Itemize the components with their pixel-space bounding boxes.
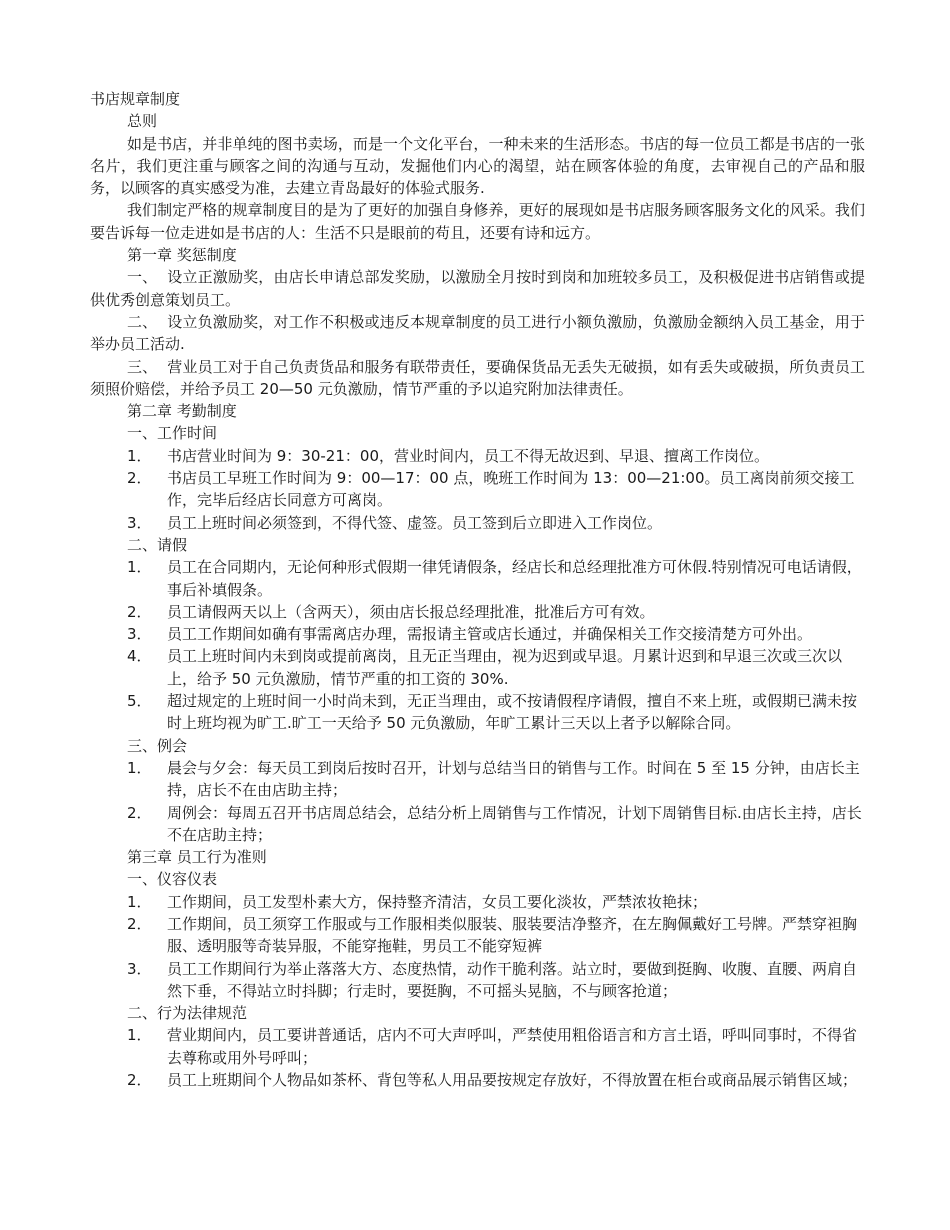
ch1-item-1: 一、 设立正激励奖，由店长申请总部发奖励，以激励全月按时到岗和加班较多员工，及积极促进书店销售或提供优秀创意策划员工。	[90, 268, 865, 309]
document-title: 书店规章制度	[90, 90, 181, 108]
ch3-section-1-heading: 一、仪容仪表	[127, 870, 218, 889]
list-item: 1． 书店营业时间为 9：30-21：00，营业时间内，员工不得无故迟到、早退、擅离工作岗位。	[127, 446, 769, 465]
list-item: 2． 员工上班期间个人物品如茶杯、背包等私人用品要按规定存放好，不得放置在柜台或商品展示销售区域；	[127, 1071, 858, 1090]
list-item: 3． 员工工作期间如确有事需离店办理，需报请主管或店长通过，并确保相关工作交接清楚方可外出。	[127, 625, 813, 644]
ch2-section-2-heading: 二、请假	[127, 535, 188, 554]
list-item: 1． 工作期间，员工发型朴素大方，保持整齐清洁，女员工要化淡妆，严禁浓妆艳抹；	[127, 892, 708, 911]
list-item: 5． 超过规定的上班时间一小时尚未到，无正当理由，或不按请假程序请假，擅自不来上班，或假期已满未按时上班均视为旷工.旷工一天给予 50 元负激励，年旷工累计三天以上者予以解除合同。	[127, 692, 858, 733]
list-item: 1． 晨会与夕会：每天员工到岗后按时召开，计划与总结当日的销售与工作。时间在 5 至 15 分钟，由店长主持，店长不在由店助主持；	[127, 758, 860, 800]
list-item: 4． 员工上班时间内未到岗或提前离岗，且无正当理由，视为迟到或早退。月累计迟到和早退三次或三次以上，给予 50 元负激励，情节严重的扣工资的 30%.	[127, 647, 843, 688]
general-heading: 总则	[127, 112, 158, 131]
ch3-section-2-heading: 二、行为法律规范	[127, 1004, 248, 1023]
chapter-2-heading: 第二章 考勤制度	[127, 402, 237, 421]
ch1-item-2: 二、 设立负激励奖，对工作不积极或违反本规章制度的员工进行小额负激励，负激励金额纳入员工基金，用于举办员工活动.	[90, 312, 865, 354]
intro-paragraph-2: 我们制定严格的规章制度目的是为了更好的加强自身修养，更好的展现如是书店服务顾客服务文化的风采。我们要告诉每一位走进如是书店的人：生活不只是眼前的苟且，还要有诗和远方。	[90, 201, 865, 242]
list-item: 2． 周例会：每周五召开书店周总结会，总结分析上周销售与工作情况，计划下周销售目标.由店长主持，店长不在店助主持；	[127, 803, 862, 844]
intro-paragraph-1: 如是书店，并非单纯的图书卖场，而是一个文化平台，一种未来的生活形态。书店的每一位员工都是书店的一张名片，我们更注重与顾客之间的沟通与互动，发掘他们内心的渴望，站在顾客体验的角度，去审视自己的产品和服务，以顾客的真实感受为准，去建立青岛最好的体验式服务.	[90, 134, 865, 198]
list-item: 2． 员工请假两天以上（含两天），须由店长报总经理批准，批准后方可有效。	[127, 602, 655, 621]
list-item: 3． 员工工作期间行为举止落落大方、态度热情，动作干脆利落。站立时，要做到挺胸、收腹、直腰、两肩自然下垂，不得站立时抖脚；行走时，要挺胸，不可摇头晃脑，不与顾客抢道；	[127, 959, 858, 1000]
chapter-3-heading: 第三章 员工行为准则	[127, 848, 267, 867]
list-item: 1． 员工在合同期内，无论何种形式假期一律凭请假条，经店长和总经理批准方可休假.特别情况可电话请假，事后补填假条。	[127, 558, 862, 599]
document-page	[90, 88, 865, 1091]
list-item: 2． 书店员工早班工作时间为 9：00—17：00 点，晚班工作时间为 13：00—21:00。员工离岗前须交接工作，完毕后经店长同意方可离岗。	[127, 469, 855, 510]
ch2-section-1-heading: 一、工作时间	[127, 424, 218, 443]
chapter-1-heading: 第一章 奖惩制度	[127, 246, 237, 265]
ch1-item-3: 三、 营业员工对于自己负责货品和服务有联带责任，要确保货品无丢失无破损，如有丢失或破损，所负责员工须照价赔偿，并给予员工 20—50 元负激励，情节严重的予以追究附加法律责任。	[90, 357, 865, 398]
ch2-section-3-heading: 三、例会	[127, 736, 188, 755]
list-item: 2． 工作期间，员工须穿工作服或与工作服相类似服装、服装要洁净整齐，在左胸佩戴好工号牌。严禁穿袒胸服、透明服等奇装异服，不能穿拖鞋，男员工不能穿短裤	[127, 914, 858, 956]
list-item: 1． 营业期间内，员工要讲普通话，店内不可大声呼叫，严禁使用粗俗语言和方言土语，呼叫同事时，不得省去尊称或用外号呼叫；	[127, 1026, 858, 1067]
list-item: 3． 员工上班时间必须签到，不得代签、虚签。员工签到后立即进入工作岗位。	[127, 513, 663, 532]
